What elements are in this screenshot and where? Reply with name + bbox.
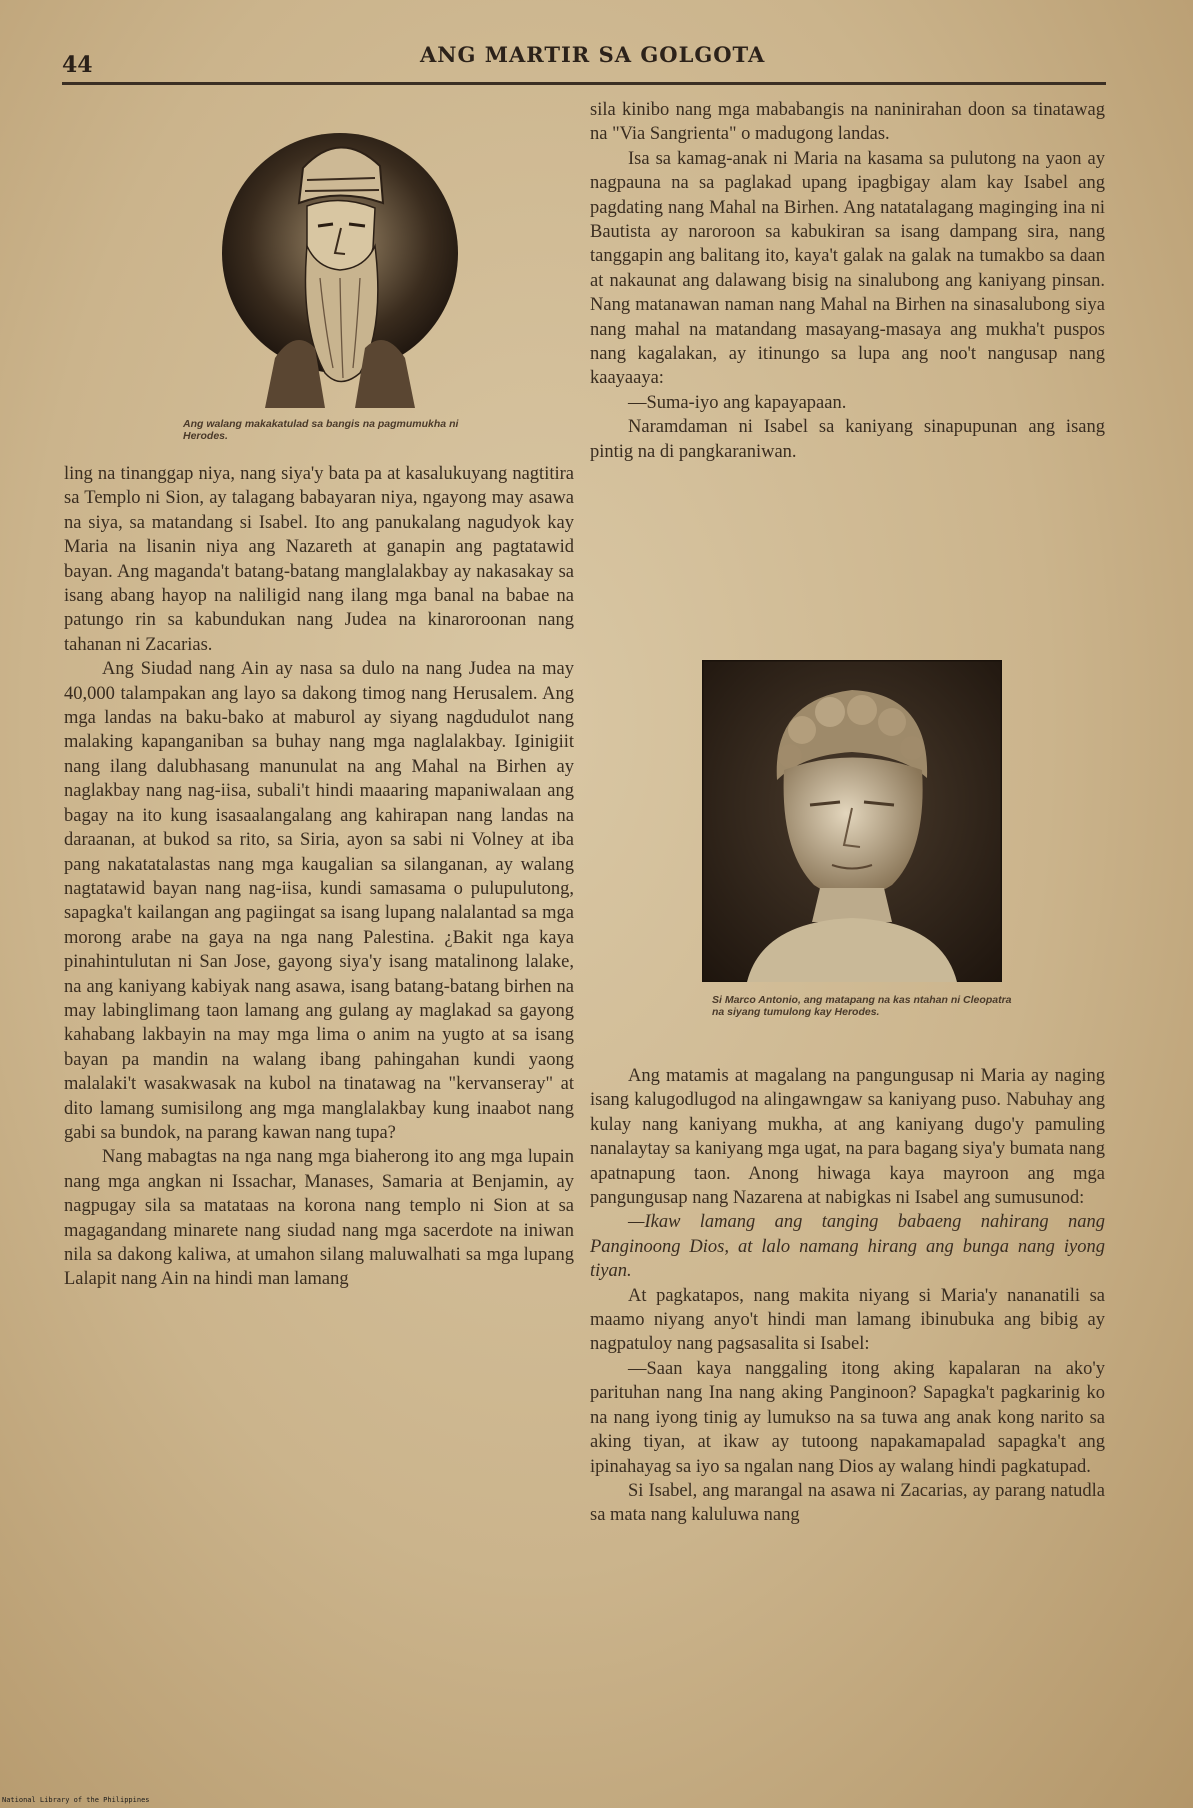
herodes-portrait-illustration (215, 128, 465, 418)
right-text-column-top (590, 98, 1105, 464)
page-number: 44 (62, 52, 93, 78)
paragraph: Isa sa kamag-anak ni Maria na kasama sa pulutong na yaon ay nagpauna na sa paglakad upang ipagbigay alam kay Isabel ang pagdating nang Mahal na Birhen. Ang natatalagang maginging ina ni Bautista ay naroroon sa kabukiran sa isang dampang sira, nang tanggapin ang balitang ito, kaya't galak na galak na tumakbo sa daan at nakaunat ang dalawang bisig na sinalubong ang kaniyang pinsan. Nang matanawan naman nang Mahal na Birhen na sinasalubong siya nang mahal na matandang masayang-masaya ang mukha't puspos nang kagalakan, ay itinungo sa lupa ang noo't nangusap nang kaayaaya: (590, 148, 1105, 389)
paragraph: sila kinibo nang mga mababangis na naninirahan doon sa tinatawag na "Via Sangrienta" o madugong landas. (590, 100, 1105, 145)
paragraph: Ang Siudad nang Ain ay nasa sa dulo na nang Judea na may 40,000 talampakan ang layo sa dakong timog nang Herusalem. Ang mga landas na baku-bako at maburol ay siyang nagdudulot nang malaking kapanganiban sa buhay nang mga naglalakbay. Iginigiit nang ilang dalubhasang manunulat na ang Mahal na Birhen ay naglakbay nang nag-iisa, subali't hindi maaaring mapaniwalaan ang bagay na ito kung isasaalangalang ang kahirapan nang landas na daraanan, at bukod sa rito, sa Siria, ayon sa sabi ni Volney at iba pang nakatatalastas nang mga kaugalian sa silanganan, ay walang nagtatawid bayan nang nag-iisa, kundi samasama o pulupulutong, sapagka't kailangan ang pagiingat sa isang lupang nalalantad sa mga morong arabe na gaya na nga nang Palestina. ¿Bakit nga kaya pinahintulutan ni San Jose, gayong siya'y isang matalinong lalake, na ang kaniyang kabiyak nang asawa, isang batang-batang birhen na may labinglimang taon lamang ang gulang ay maglakad sa gayong kahabang lakbayin na may mga lima o anim na yugto at sa isang bayan pa mandin na walang ibang pahingahan kundi yaong malalaki't wasakwasak na kubol na tinatawag na "kervanseray" at dito lamang sumisilong ang mga manglalakbay kung inaabot nang gabi sa bundok, na parang kawan nang tupa? (64, 659, 574, 1143)
paragraph: ling na tinanggap niya, nang siya'y bata pa at kasalukuyang nagtitira sa Templo ni Sion, ay talagang babayaran niya, ngayong may asawa na siya, sa matandang si Isabel. Ito ang panukalang nagudyok kay Maria na lisanin niya ang Nazareth at ganapin ang pagtatawid bayan. Ang maganda't batang-batang manglalakbay ay nakasakay sa isang abang hayop na naliligid nang ilang mga banal na babae na patungo rin sa kabundukan nang Judea na kinaroroonan nang tahanan ni Zacarias. (64, 464, 574, 655)
herodes-caption: Ang walang makakatulad sa bangis na pagmumukha ni Herodes. (183, 418, 459, 442)
right-text-column-bottom (590, 1064, 1105, 1528)
marco-antonio-bust-drawing (702, 660, 1002, 982)
paragraph: Nang mabagtas na nga nang mga biaherong ito ang mga lupain nang mga angkan ni Issachar, Manases, Samaria at Benjamin, ay nagpugay sila sa matataas na korona nang templo ni Sion at sa magagandang minarete nang siudad nang mga sacerdote na iniwan nila sa dakong kaliwa, at umahon silang maluwalhati sa mga lupang Lalapit nang Ain na hindi man lamang (64, 1147, 574, 1290)
paragraph: —Suma-iyo ang kapayapaan. (628, 392, 847, 413)
paragraph: Ang matamis at magalang na pangungusap ni Maria ay naging isang kalugodlugod na alingawngaw sa kaniyang puso. Nabuhay ang kulay nang kaniyang mukha, at ang kaniyang dugo'y pamuling nanalaytay sa kaniyang mga ugat, na para bagang siya'y bumata nang apatnapung taon. Anong hiwaga kaya mayroon ang mga pangungusap nang Nazarena at nabigkas ni Isabel ang sumusunod: (590, 1066, 1105, 1209)
paragraph: Si Isabel, ang marangal na asawa ni Zacarias, ay parang natudla sa mata nang kaluluwa nang (590, 1480, 1105, 1526)
header-rule (62, 82, 1106, 85)
left-text-column (64, 462, 574, 1292)
library-credit: National Library of the Philippines (2, 1796, 150, 1804)
marco-antonio-caption: Si Marco Antonio, ang matapang na kas ntahan ni Cleopatra na siyang tumulong kay Herodes. (712, 994, 1012, 1018)
paragraph: —Ikaw lamang ang tanging babaeng nahirang nang Panginoong Dios, at lalo namang hirang ang bunga nang iyong tiyan. (590, 1212, 1105, 1282)
marco-antonio-bust-photo (702, 660, 1002, 982)
paragraph: At pagkatapos, nang makita niyang si Maria'y nananatili sa maamo niyang anyo't hindi man lamang ibinubuka ang bibig ay nagpatuloy nang pagsasalita si Isabel: (590, 1285, 1105, 1355)
paragraph: Naramdaman ni Isabel sa kaniyang sinapupunan ang isang pintig na di pangkaraniwan. (590, 417, 1105, 462)
running-title: ANG MARTIR SA GOLGOTA (420, 42, 766, 67)
paragraph: —Saan kaya nanggaling itong aking kapalaran na ako'y parituhan nang Ina nang aking Panginoon? Sapagka't pagkarinig ko na nang iyong tinig ay lumukso na sa tuwa ang anak kong narito sa aking tiyan, at ikaw ay tutoong napakamapalad sapagka't ang ipinahayag sa iyo sa ngalan nang Dios ay walang hindi pagkatupad. (590, 1358, 1105, 1477)
herodes-portrait-drawing (215, 128, 465, 418)
